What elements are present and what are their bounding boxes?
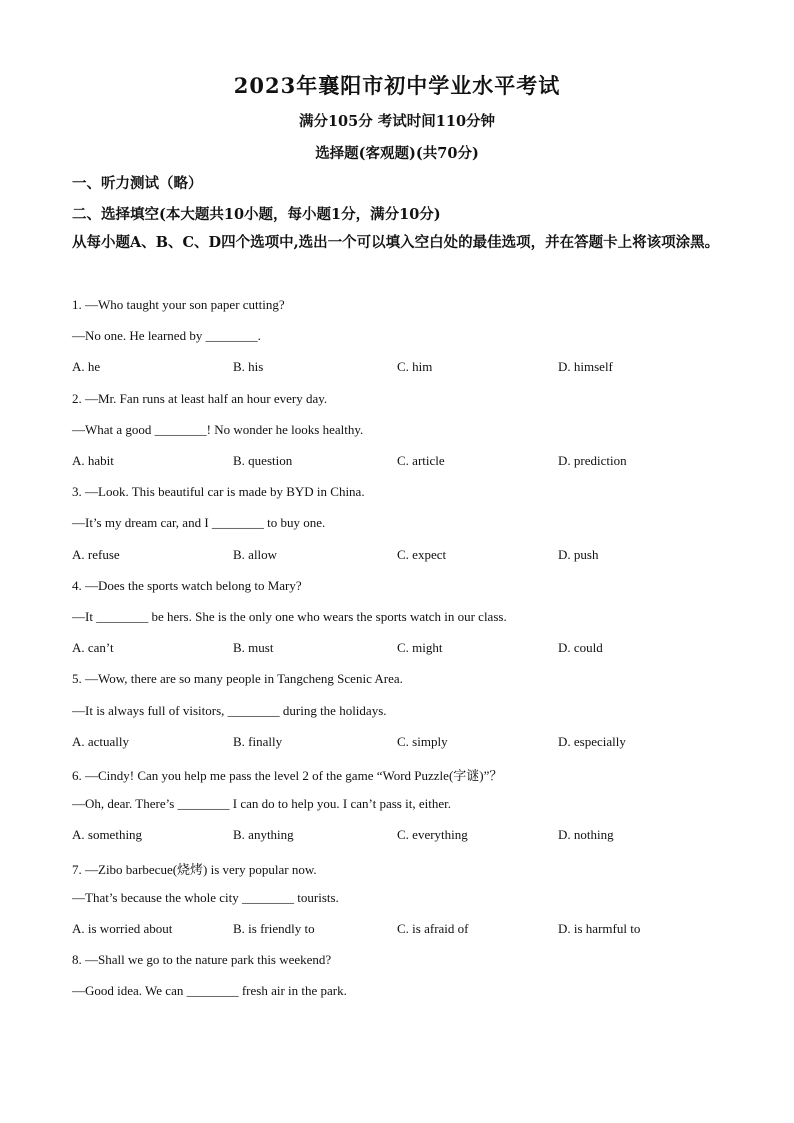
- option-b: B. is friendly to: [233, 921, 315, 936]
- question-reply: —Oh, dear. There’s ________ I can do to help you. I can’t pass it, either.: [72, 796, 451, 811]
- option-b: B. allow: [233, 547, 278, 562]
- section-listening: 一、听力测试（略）: [72, 175, 203, 192]
- part-heading: 选择题(客观题)(共70分): [315, 145, 479, 162]
- question-prompt: 3. —Look. This beautiful car is made by BYD in China.: [72, 484, 365, 499]
- question-reply: —It’s my dream car, and I ________ to buy one.: [72, 515, 326, 530]
- option-a: A. actually: [72, 734, 130, 749]
- question-prompt: 7. —Zibo barbecue(烧烤) is very popular now.: [72, 862, 317, 877]
- option-d: D. himself: [558, 359, 613, 374]
- option-b: B. anything: [233, 827, 294, 842]
- option-b: B. must: [233, 640, 274, 655]
- option-a: A. can’t: [72, 640, 114, 655]
- option-c: C. article: [397, 453, 445, 468]
- question-reply: —It ________ be hers. She is the only one who wears the sports watch in our class.: [72, 609, 507, 624]
- score-time-line: 满分105分 考试时间110分钟: [298, 113, 496, 130]
- question-reply: —It is always full of visitors, ________ during the holidays.: [72, 703, 387, 718]
- question-prompt: 1. —Who taught your son paper cutting?: [72, 297, 285, 312]
- option-d: D. especially: [558, 734, 626, 749]
- option-d: D. is harmful to: [558, 921, 641, 936]
- option-a: A. he: [72, 359, 101, 374]
- option-b: B. finally: [233, 734, 283, 749]
- question-prompt: 6. —Cindy! Can you help me pass the level 2 of the game “Word Puzzle(字谜)”？: [72, 768, 503, 783]
- option-c: C. is afraid of: [397, 921, 469, 936]
- option-a: A. refuse: [72, 547, 120, 562]
- option-c: C. everything: [397, 827, 468, 842]
- question-prompt: 5. —Wow, there are so many people in Tangcheng Scenic Area.: [72, 671, 403, 686]
- option-c: C. might: [397, 640, 443, 655]
- option-b: B. his: [233, 359, 264, 374]
- option-d: D. could: [558, 640, 603, 655]
- question-reply: —What a good ________! No wonder he looks healthy.: [72, 422, 364, 437]
- section-choice: 二、选择填空(本大题共10小题，每小题1分，满分10分): [72, 206, 441, 223]
- option-d: D. push: [558, 547, 599, 562]
- question-prompt: 2. —Mr. Fan runs at least half an hour every day.: [72, 391, 328, 406]
- question-prompt: 4. —Does the sports watch belong to Mary?: [72, 578, 302, 593]
- question-reply: —No one. He learned by ________.: [72, 328, 261, 343]
- question-prompt: 8. —Shall we go to the nature park this weekend?: [72, 952, 332, 967]
- question-reply: —Good idea. We can ________ fresh air in the park.: [72, 983, 347, 998]
- instruction-text: 从每小题A、B、C、D四个选项中,选出一个可以填入空白处的最佳选项，并在答题卡上将该项涂黑。: [72, 234, 720, 251]
- option-b: B. question: [233, 453, 293, 468]
- option-a: A. habit: [72, 453, 114, 468]
- option-d: D. prediction: [558, 453, 627, 468]
- option-a: A. something: [72, 827, 143, 842]
- option-d: D. nothing: [558, 827, 614, 842]
- option-a: A. is worried about: [72, 921, 173, 936]
- question-reply: —That’s because the whole city ________ tourists.: [72, 890, 339, 905]
- option-c: C. simply: [397, 734, 448, 749]
- page-title: 2023年襄阳市初中学业水平考试: [233, 73, 561, 98]
- option-c: C. him: [397, 359, 433, 374]
- option-c: C. expect: [397, 547, 447, 562]
